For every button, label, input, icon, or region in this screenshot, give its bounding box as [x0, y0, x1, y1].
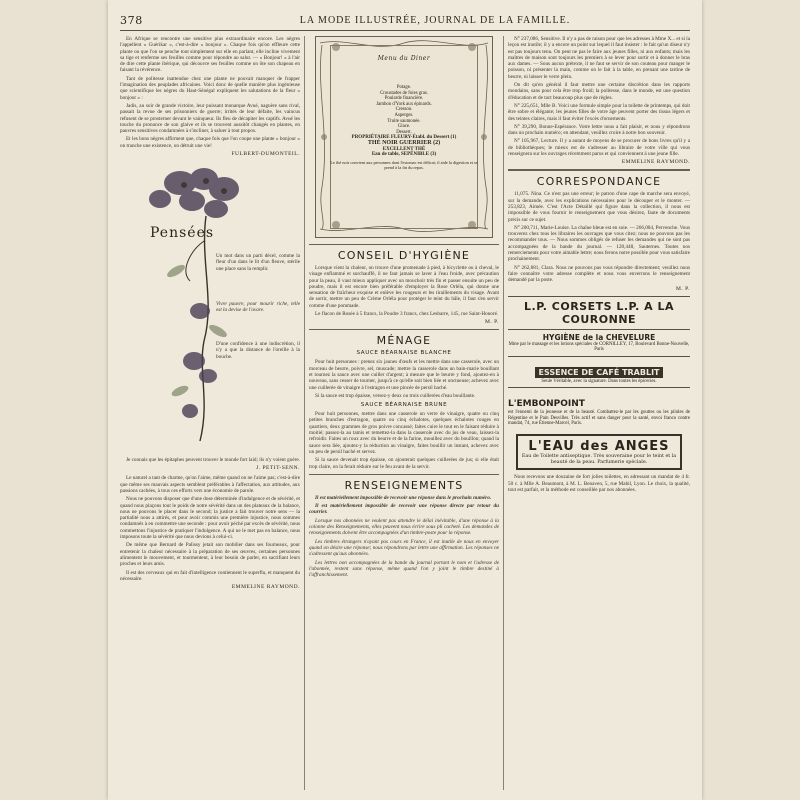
menu-item: Glace.	[397, 124, 411, 130]
section-divider	[309, 244, 499, 245]
article-paragraph: Il est matériellement impossible de recevoir une réponse directe par retour du courrier.	[309, 503, 499, 516]
menu-advert: Eau de table, SEPÉNIBLE (3)	[371, 152, 437, 158]
article-paragraph: Le naturel a tant de charme, qu'on l'aime, même quand on ne l'aime pas; c'est-à-dire que même ses mauvais aspects semblent préférables à l'affectation, aux attitudes, aux passions cachées, à tous ces efforts vers une économie de parole.	[120, 475, 300, 494]
renseignements-title: RENSEIGNEMENTS	[344, 478, 464, 492]
advert-title: L'EMBONPOINT	[508, 399, 585, 410]
article-paragraph: Lorsque vient la chaleur, on trouve d'une promenade à pied, à bicyclette ou à cheval, le visage enflammé et surchauffé, il ne faut jamais se laver à l'eau froide, avec précaution pour la peau, il vaut mieux appliquer avec un mouchoir très fin et passer ensuite un peu de poudre, mais il est encore bien préférable d'employer la Rose Orléla, qui donne une sensation de fraîcheur exquise et enlève les rougeurs et les tiraillements du visage. Avant de sortir, mettre un peu de Crème Orléla pour protéger le teint du hâle, il faut s'en servir comme d'une pommade.	[309, 265, 499, 309]
hygiene-title: CONSEIL D'HYGIÈNE	[337, 249, 471, 262]
pensees-section	[120, 161, 300, 451]
author-signature: M. P.	[485, 319, 499, 326]
article-paragraph: De même que Bernard de Palissy jetait son mobilier dans ses fourneaux, pour entretenir la chaleur nécessaire à la préparation de ses œuvres, certaines personnes alimentent le mouvement, et tourmentent, à leur besoin de parler, en sacrifiant leurs proches et leurs amis.	[120, 542, 300, 568]
advert-embonpoint	[508, 387, 690, 430]
article-paragraph: En Afrique se rencontre une sensitive plus extraordinaire encore. Les nègres l'appellent « Guérikar », c'est-à-dire « bonjour ». Chaque fois qu'on effleure cette plante ou que l'on se penche tout simplement sur elle en parlant, elle incline vivement sa tige et renferme ses feuilles comme pour répondre au salut. — « Bonjour! » à l'air de dire cette plante ibérique, qui découvre ses feuilles comme on ôte son chapeau en faisant la révérence.	[120, 36, 300, 74]
advert-title: HYGIÈNE de la CHEVELURE	[542, 332, 656, 342]
section-divider	[309, 329, 499, 330]
article-paragraph: Les timbres étrangers n'ayant pas cours en France, il est inutile de nous en envoyer quand on désire une réponse; nous répondrons par lettre une affirmation. Les réponses ne s'adressent qu'aux abonnées.	[309, 538, 499, 558]
advert-text: Mme par le massage et les lotions spéciales de CORNILLEY, 17, Boulevard Bonne-Nouvelle, Paris	[508, 341, 690, 353]
pensee-text: Vivre pauvre, pour mourir riche, telle est la devise de l'avare.	[216, 301, 300, 314]
author-signature: FULBERT-DUMONTEIL.	[231, 151, 300, 158]
menu-advert: EXCELLENT THÉ	[382, 146, 426, 152]
journal-title: LA MODE ILLUSTRÉE, JOURNAL DE LA FAMILLE.	[299, 15, 571, 26]
article-paragraph: Le flacon de Rosée à 5 francs, la Poudre 3 francs, chez Lesbarre, 145, rue Saint-Honoré.	[315, 311, 499, 318]
advert-text: Seule Véritable, avec la signature. Dans toutes les épiceries.	[541, 378, 657, 384]
menu-item: Croustades de foies gras.	[380, 90, 428, 96]
article-paragraph: Et les bons nègres affirment que, chaque fois que l'on coupe une plante « bonjour » on tranche une existence, on détruit une vie!	[120, 136, 300, 149]
author-signature: M. P.	[676, 285, 690, 292]
dinner-menu-card	[315, 36, 493, 238]
menu-advert: THÉ NOIR GUERRIER (2)	[367, 139, 441, 146]
column-separator	[304, 36, 305, 790]
article-paragraph: 11,075. Nina. Ce n'est pas une erreur; le patron d'une cape de marche sera envoyé, sur la demande, avec les explications nécessaires pour le découper et le monter. — 253,823, Aimée. C'est l'Acte Détaillé qui figure dans la collection, il nous est impossible de vous fournir le renseignement que vous désirez, faute de documents précis sur ce sujet.	[508, 191, 690, 223]
article-paragraph: Lorsque nos abonnées ne veulent pas attendre le délai inévitable, d'une réponse à la colonne des Renseignements, elles peuvent nous écrire sous pli cacheté. Les demandes de renseignements doivent être accompagnées d'un timbre-poste pour la réponse.	[309, 517, 499, 537]
menu-item: Cresson.	[395, 107, 413, 113]
menu-item: Poularde financière.	[384, 96, 424, 102]
pensee-text: D'une confidence à une indiscrétion, il n'y a que la distance de l'oreille à la bouche.	[216, 341, 300, 360]
page-number: 378	[120, 14, 143, 27]
menu-note: Le thé noir convient aux personnes dont l'estomac est délicat; il aide la digestion et se prend à la fin du repas.	[330, 159, 478, 170]
article-paragraph: Les lettres non accompagnées de la bande du journal portant le nom et l'adresse de l'abonnée, restent sans réponse, même quand l'on y joint le timbre destiné à l'affranchissement.	[309, 559, 499, 579]
section-divider	[508, 169, 690, 171]
advert-text: est l'ennemi de la jeunesse et de la beauté. Combattez-le par les gouttes ou les pilules de Régentine et le Pain Desvilles. Très actif et sans danger pour la santé, envoi franco contre mandat, 74, rue Étienne-Marcel, Paris.	[508, 410, 690, 427]
menu-item: Potage.	[396, 85, 412, 90]
pensee-text: Je connais que les épitaphes peuvent trouver le monde fort laid; ils n'y voient guère.	[126, 457, 300, 464]
header-rule	[120, 30, 690, 31]
advert-title: L'EAU des ANGES	[528, 439, 670, 455]
article-paragraph: N° 237,086, Sensitive. Il n'y a pas de raison pour que les adresses à Mme X... et si la leçon est inutile; il y a encore un point sur lequel il faut insister : le fait qu'un diseur n'y est pas toujours tenu. On peut ne pas le faire aux jeunes filles, ni aux enfants; mais les maîtres de maison sont toujours les premiers à se lever pour sortir et à donner le bras aux dames. — Sous aucun prétexte, il ne faut se servir de son couteau pour manger le poisson, ni présenter la main, comme on le fait à la table, en prenant une tartine de beurre, ni laisser le verre plein.	[508, 36, 690, 80]
advert-cafe	[508, 356, 690, 388]
article-paragraph: On dit qu'en général il faut mettre une certaine discrétion dans les rapports mondains, sans pour cela être trop froid; la politesse, dans le monde, est une question d'éducation et de tact beaucoup plus que de règles.	[508, 82, 690, 101]
article-paragraph: N° 105,967, Lecture. Il y a autant de moyens de se procurer de bons livres qu'il y a de bibliothèques; le mieux est de s'adresser au libraire de votre ville qui vous renseignera sur les ouvrages récemment parus et qui conviennent à une jeune fille.	[508, 138, 690, 158]
menage-title: MÉNAGE	[376, 334, 432, 348]
correspondance-title: CORRESPONDANCE	[536, 175, 662, 189]
author-signature: J. PETIT-SENN.	[256, 465, 300, 472]
article-paragraph: N° 39,290, Bonne-Espérance. Votre lettre nous a fait plaisir, et nous y répondrons dans un prochain numéro; en attendant, veuillez croire à notre bon souvenir.	[508, 123, 690, 137]
article-paragraph: Nous recevons une douzaine de fort jolies toilettes, en adressant un mandat de 4 fr. 50 c. à Mlle A. Beaumont, à M. L. Benaven, 5, rue Mabil, Lyon. Le choix, la qualité, tout est parfait, et la méthode est conseillée par nos abonnées.	[508, 474, 690, 493]
advert-chevelure	[508, 329, 690, 356]
menu-item: Truite saumonée.	[387, 118, 421, 124]
section-divider	[309, 474, 499, 475]
advert-text: Eau de Toilette antiseptique. Très souveraine pour le teint et la beauté de la peau. Parfumerie spéciale.	[521, 454, 677, 465]
author-signature: EMMELINE RAYMOND.	[621, 159, 690, 166]
article-paragraph: Il est matériellement impossible de recevoir une réponse dans le prochain numéro.	[315, 494, 492, 501]
article-paragraph: Si la sauce est trop épaisse, versez-y deux ou trois cuillerées d'eau bouillante.	[315, 392, 476, 399]
column-left	[120, 36, 300, 794]
article-paragraph: Pour huit personnes, mettre dans une casserole un verre de vinaigre, quatre ou cinq petites branches d'estragon, quatre ou cinq échalotes, quelques échalotes rouges en quartiers, deux grammes de gros poivre concassé; faites cuire le tout en le faisant réduire à moitié; passez-la au tamis et remettez-la dans la casserole avec du jus de veau, laissez-la refroidir. Faites un roux avec du beurre et de la farine, mouillez avec du bouillon; quand la sauce sera liée, ajoutez-y la réduction au vinaigre, faites bouillir un instant, achevez avec un peu de persil haché et servez.	[309, 411, 499, 455]
page-header	[120, 14, 690, 28]
article-paragraph: Tant de politesse inattendue chez une plante ne pouvait manquer de frapper l'imagination des peuplades africaines. Voici donc de quelle manière plus ingénieuse que scientifique les nègres du Haut-Sénégal expliquent les salutations de la fleur « bonjour » :	[120, 75, 300, 101]
menu-item: Asperges.	[394, 112, 414, 118]
author-signature: EMMELINE RAYMOND.	[231, 584, 300, 591]
menu-item: Jambon d'York aux épinards.	[376, 101, 432, 107]
pensees-title: Pensées	[150, 225, 215, 242]
menu-advert: PROPRIÉTAIRE FLEURY-Établ. du Dessert (1)	[351, 135, 457, 141]
column-middle	[309, 36, 499, 794]
article-paragraph: Si la sauce devenait trop épaisse, on ajouterait quelques cuillerées de jus; si elle était trop claire, on la ferait réduire sur le feu avant de la servir.	[309, 457, 499, 470]
article-paragraph: N° 262,881, Clara. Nous ne pouvons pas vous répondre directement; veuillez nous faire connaître votre adresse complète et nous vous enverrons le renseignement demandé par la poste.	[508, 264, 690, 284]
recipe-title: SAUCE BÉARNAISE BRUNE	[360, 402, 448, 409]
advert-title: ESSENCE DE CAFÉ TRABLIT	[535, 367, 662, 378]
recipe-title: SAUCE BÉARNAISE BLANCHE	[356, 350, 452, 357]
pensee-text: Un mot dans un parti décel, comme la fleur d'un dans le lit d'un fleuve, stérile une place sans la remplir.	[216, 253, 300, 272]
menu-title: Menu du Diner	[374, 55, 434, 62]
column-right	[508, 36, 690, 794]
article-paragraph: N° 225,651, Mlle B. Voici une formule simple pour la toilette de printemps, qui doit être sobre et élégante; les jeunes filles de votre âge peuvent porter des tissus légers et des teintes claires, mais il faut éviter l'excès d'ornements.	[508, 102, 690, 122]
menu-item: Dessert.	[396, 129, 412, 135]
article-paragraph: Nous ne pouvons disposer que d'une dose déterminée d'indulgence et de sévérité, et quand nous plaçons tout le poids de notre sévérité dans un des plateaux de la balance, nous ne pouvons le placer dans le second; la justice a fait trouver notre sens — la partialité nous a attirés, et pour avoir commis une première injustice, nous sommes condamnés à en commettre une seconde : pour avoir péché par excès de sévérité, nous commettons l'injustice de pratiquer l'indulgence. A qui ne le met pas en balance, nous imposons toute la sévérité que nous devions à celui-ci.	[120, 496, 300, 541]
newspaper-page	[108, 0, 702, 800]
article-paragraph: Il est des cerveaux qui en fait d'intelligence contiennent le superflu, et manquent du nécessaire.	[120, 569, 300, 582]
column-separator	[503, 36, 504, 790]
advert-eau-des-anges	[516, 434, 682, 470]
article-paragraph: Pour huit personnes : prenez six jaunes d'œufs et les mettre dans une casserole, avec un morceau de beurre, poivre, sel, muscade; mettre la casserole dans un bain-marie bouillant et tournez la sauce avec une cuiller d'argent; à mesure que le beurre y fond, ajoutez-en à nouveau, sans cesser de tourner, jusqu'à ce qu'elle soit bien liée et onctueuse; achevez avec une cuillerée de vinaigre à l'estragon et une pincée de persil haché.	[309, 359, 499, 391]
advert-corsets: L.P. CORSETS L.P. A LA COURONNE	[508, 296, 690, 329]
menu-items	[326, 85, 482, 170]
article-paragraph: Jadis, au soir de grande victoire, leur puissant monarque Avué, naguère sans rival, passait la revue de ses prisonniers de guerre; irrités de leur défaite, les vaincus refusent de se prosterner devant le vainqueur. Ils fleu de décapiter les captifs. Avué les touche du prononce de son glaive et ils se trouvent aussitôt changés en plantes, en pauvres sensitives condamnées à s'incliner, à saluer à tout propos.	[120, 102, 300, 135]
article-paragraph: N° 200,711, Marie-Louise. La chaîne bleue est en soie. — 266,004, Pervenche. Vous trouverez chez tous les libraires les ouvrages que vous citez; nous ne pouvons pas les recommander tous. — Nous sommes obligés de refuser les demandes qui ne sont pas accompagnées de la bande du journal. — 120,448, Sauternes. Toutes nos remerciements pour votre aimable lettre; nous ferons notre possible pour vous satisfaire prochainement.	[508, 224, 690, 263]
